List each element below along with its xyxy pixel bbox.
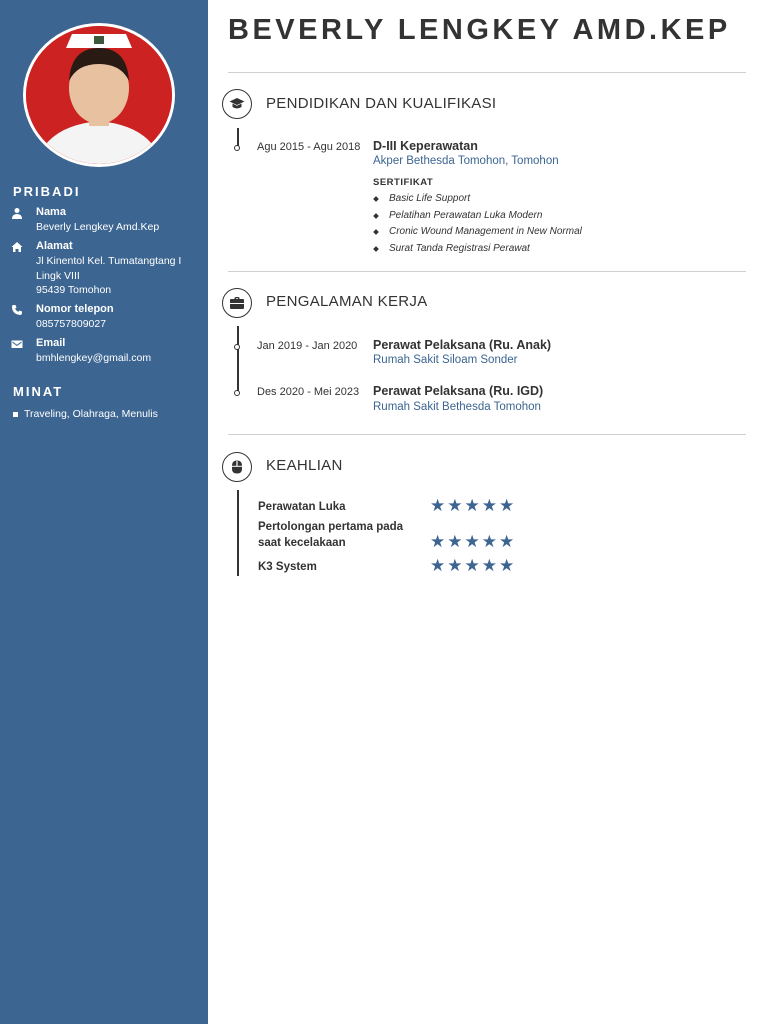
cert-item: Pelatihan Perawatan Luka Modern	[373, 208, 582, 225]
pribadi-heading: PRIBADI	[13, 184, 81, 199]
cert-heading: SERTIFIKAT	[373, 177, 434, 188]
section-title-keahlian: KEAHLIAN	[266, 457, 343, 474]
timeline-line	[237, 326, 239, 394]
sidebar	[0, 0, 208, 1024]
telepon-value: 085757809027	[36, 318, 107, 330]
graduation-cap-icon	[222, 89, 252, 119]
skill-rating: ★★★★★	[430, 556, 517, 575]
job-place: Rumah Sakit Siloam Sonder	[373, 354, 518, 366]
phone-icon	[11, 303, 25, 317]
edu-degree: D-III Keperawatan	[373, 139, 478, 153]
person-icon	[11, 206, 25, 220]
section-title-pengalaman: PENGALAMAN KERJA	[266, 293, 428, 310]
minat-value: Traveling, Olahraga, Menulis	[24, 408, 158, 420]
cert-item: Surat Tanda Registrasi Perawat	[373, 241, 582, 258]
cert-item: Cronic Wound Management in New Normal	[373, 224, 582, 241]
minat-item	[13, 408, 158, 420]
edu-date: Agu 2015 - Agu 2018	[257, 141, 361, 153]
divider	[228, 271, 746, 272]
timeline-line	[237, 490, 239, 576]
minat-heading: MINAT	[13, 384, 64, 399]
timeline-dot	[234, 344, 240, 350]
telepon-label: Nomor telepon	[36, 303, 114, 315]
home-icon	[11, 240, 25, 254]
page-title: BEVERLY LENGKEY AMD.KEP	[228, 14, 731, 46]
alamat-label: Alamat	[36, 240, 73, 252]
section-title-pendidikan: PENDIDIKAN DAN KUALIFIKASI	[266, 95, 497, 112]
skill-name: K3 System	[258, 561, 317, 573]
email-value: bmhlengkey@gmail.com	[36, 352, 152, 364]
mouse-icon	[222, 452, 252, 482]
portrait-image	[26, 26, 172, 164]
job-date: Jan 2019 - Jan 2020	[257, 340, 358, 352]
timeline-dot	[234, 145, 240, 151]
skill-rating: ★★★★★	[430, 496, 517, 515]
profile-photo	[23, 23, 175, 167]
job-date: Des 2020 - Mei 2023	[257, 386, 360, 398]
alamat-line1: Jl Kinentol Kel. Tumatangtang I	[36, 255, 182, 267]
skill-name: Pertolongan pertama pada saat kecelakaan	[258, 521, 404, 549]
job-title: Perawat Pelaksana (Ru. IGD)	[373, 384, 544, 398]
alamat-line2: Lingk VIII	[36, 269, 80, 282]
skill-name: Perawatan Luka	[258, 501, 346, 513]
nama-value: Beverly Lengkey Amd.Kep	[36, 221, 160, 233]
alamat-line3: 95439 Tomohon	[36, 284, 112, 296]
nama-label: Nama	[36, 206, 66, 218]
cert-list	[373, 191, 582, 257]
square-bullet-icon	[13, 412, 18, 417]
job-place: Rumah Sakit Bethesda Tomohon	[373, 401, 541, 413]
divider	[228, 72, 746, 73]
timeline-dot	[234, 390, 240, 396]
cert-item: Basic Life Support	[373, 191, 582, 208]
alamat-value	[36, 254, 201, 298]
email-label: Email	[36, 337, 66, 349]
skill-rating: ★★★★★	[430, 532, 517, 551]
job-title: Perawat Pelaksana (Ru. Anak)	[373, 338, 552, 352]
edu-school: Akper Bethesda Tomohon, Tomohon	[373, 155, 559, 167]
mail-icon	[11, 337, 25, 351]
divider	[228, 434, 746, 435]
briefcase-icon	[222, 288, 252, 318]
